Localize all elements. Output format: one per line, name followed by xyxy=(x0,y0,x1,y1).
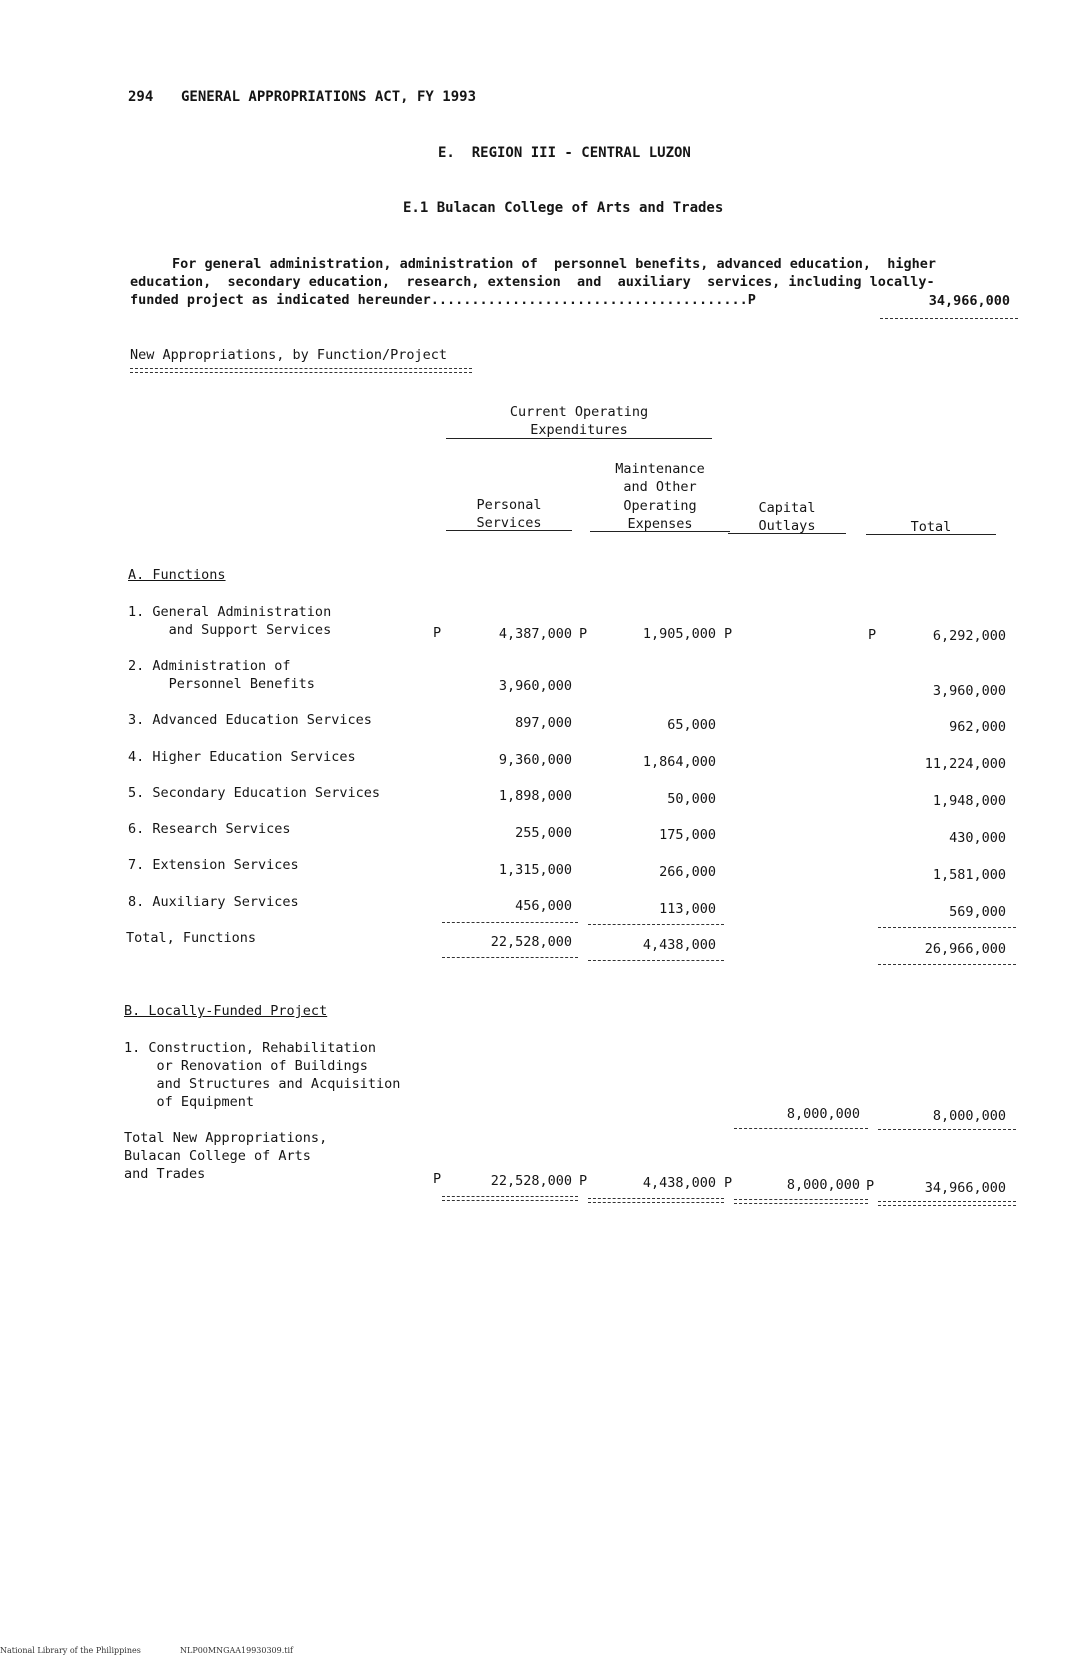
co-grand-double-rule xyxy=(734,1199,868,1204)
project-label-line-4: of Equipment xyxy=(124,1094,255,1110)
purpose-line-3: funded project as indicated hereunder.......................................P xyxy=(130,292,756,308)
purpose-amount: 34,966,000 xyxy=(928,293,1010,309)
project-co: 8,000,000 xyxy=(786,1106,860,1122)
project-total: 8,000,000 xyxy=(932,1108,1006,1124)
purpose-amount-rule xyxy=(880,318,1018,319)
grand-total-ps: 22,528,000 xyxy=(490,1173,572,1189)
purpose-line-1: For general administration, administration of personnel benefits, advanced education, higher xyxy=(172,256,937,272)
grand-total-label-line-1: Total New Appropriations, xyxy=(124,1130,328,1146)
co-header-rule xyxy=(728,533,846,534)
section-subtitle: E.1 Bulacan College of Arts and Trades xyxy=(403,200,724,216)
new-appropriations-heading: New Appropriations, by Function/Project xyxy=(130,347,447,363)
total-project-rule xyxy=(878,1129,1016,1130)
section-title: E. REGION III - CENTRAL LUZON xyxy=(438,145,691,161)
peso-sign: P xyxy=(433,1171,442,1187)
function-8-mooe: 113,000 xyxy=(659,901,716,917)
co-header-line-1: Capital xyxy=(758,500,816,516)
total-grand-double-rule xyxy=(878,1201,1016,1206)
function-1-label: 1. General Administration xyxy=(128,604,332,620)
function-1-ps: 4,387,000 xyxy=(498,626,572,642)
mooe-grand-double-rule xyxy=(588,1198,724,1203)
mooe-header-line-1: Maintenance xyxy=(615,461,705,477)
col-group-line-2: Expenditures xyxy=(530,422,628,438)
function-1-mooe: 1,905,000 xyxy=(642,626,716,642)
mooe-header-line-4: Expenses xyxy=(627,516,693,532)
function-4-mooe: 1,864,000 xyxy=(642,754,716,770)
act-title: GENERAL APPROPRIATIONS ACT, FY 1993 xyxy=(181,89,477,105)
grand-total-label-line-2: Bulacan College of Arts xyxy=(124,1148,311,1164)
function-6-label: 6. Research Services xyxy=(128,821,291,837)
function-3-mooe: 65,000 xyxy=(667,717,716,733)
ps-header-line-1: Personal xyxy=(476,497,542,513)
function-7-mooe: 266,000 xyxy=(659,864,716,880)
function-7-total: 1,581,000 xyxy=(932,867,1006,883)
project-label-line-2: or Renovation of Buildings xyxy=(124,1058,368,1074)
total-functions-ps: 22,528,000 xyxy=(490,934,572,950)
project-label-line-1: 1. Construction, Rehabilitation xyxy=(124,1040,376,1056)
total-functions-total: 26,966,000 xyxy=(924,941,1006,957)
function-2-label-cont: Personnel Benefits xyxy=(128,676,315,692)
mooe-total-rule xyxy=(588,960,724,961)
function-4-label: 4. Higher Education Services xyxy=(128,749,356,765)
function-8-total: 569,000 xyxy=(949,904,1006,920)
total-header: Total xyxy=(910,519,952,535)
col-group-rule xyxy=(446,438,712,439)
peso-sign: P xyxy=(868,627,877,643)
total-subtotal-rule xyxy=(878,927,1016,928)
function-4-total: 11,224,000 xyxy=(924,756,1006,772)
function-5-label: 5. Secondary Education Services xyxy=(128,785,380,801)
function-3-total: 962,000 xyxy=(949,719,1006,735)
total-functions-mooe: 4,438,000 xyxy=(642,937,716,953)
function-2-ps: 3,960,000 xyxy=(498,678,572,694)
peso-sign: P xyxy=(724,1175,733,1191)
page-number: 294 xyxy=(128,89,154,105)
peso-sign: P xyxy=(866,1178,875,1194)
ps-header-rule xyxy=(446,530,572,531)
total-total-rule xyxy=(878,964,1016,965)
function-4-ps: 9,360,000 xyxy=(498,752,572,768)
function-5-mooe: 50,000 xyxy=(667,791,716,807)
new-appropriations-double-rule xyxy=(130,368,472,373)
function-2-total: 3,960,000 xyxy=(932,683,1006,699)
mooe-header-line-3: Operating xyxy=(623,498,697,514)
grand-total-total: 34,966,000 xyxy=(924,1180,1006,1196)
function-7-ps: 1,315,000 xyxy=(498,862,572,878)
function-6-ps: 255,000 xyxy=(515,825,572,841)
function-7-label: 7. Extension Services xyxy=(128,857,299,873)
function-5-total: 1,948,000 xyxy=(932,793,1006,809)
function-3-ps: 897,000 xyxy=(515,715,572,731)
footer-library: National Library of the Philippines xyxy=(0,1646,141,1655)
function-6-mooe: 175,000 xyxy=(659,827,716,843)
ps-grand-double-rule xyxy=(442,1196,578,1201)
col-group-line-1: Current Operating xyxy=(509,404,649,420)
function-1-label-cont: and Support Services xyxy=(128,622,332,638)
purpose-line-2: education, secondary education, research, extension and auxiliary services, including locally- xyxy=(130,274,935,290)
grand-total-mooe: 4,438,000 xyxy=(642,1175,716,1191)
project-heading: B. Locally-Funded Project xyxy=(124,1003,328,1019)
mooe-subtotal-rule xyxy=(588,924,724,925)
mooe-header-line-2: and Other xyxy=(623,479,697,495)
functions-heading: A. Functions xyxy=(128,567,226,583)
mooe-header-rule xyxy=(590,531,730,532)
total-header-rule xyxy=(866,534,996,535)
co-header-line-2: Outlays xyxy=(758,518,816,534)
function-6-total: 430,000 xyxy=(949,830,1006,846)
footer-file-id: NLP00MNGAA19930309.tif xyxy=(180,1646,294,1655)
total-functions-label: Total, Functions xyxy=(126,930,257,946)
co-project-rule xyxy=(734,1128,868,1129)
peso-sign: P xyxy=(579,626,588,642)
function-1-total: 6,292,000 xyxy=(932,628,1006,644)
grand-total-co: 8,000,000 xyxy=(786,1177,860,1193)
peso-sign: P xyxy=(579,1173,588,1189)
function-2-label: 2. Administration of xyxy=(128,658,291,674)
peso-sign: P xyxy=(724,626,733,642)
function-5-ps: 1,898,000 xyxy=(498,788,572,804)
function-8-label: 8. Auxiliary Services xyxy=(128,894,299,910)
function-3-label: 3. Advanced Education Services xyxy=(128,712,372,728)
ps-subtotal-rule xyxy=(442,922,578,923)
project-label-line-3: and Structures and Acquisition xyxy=(124,1076,401,1092)
ps-total-rule xyxy=(442,957,578,958)
ps-header-line-2: Services xyxy=(476,515,542,531)
peso-sign: P xyxy=(433,625,442,641)
function-8-ps: 456,000 xyxy=(515,898,572,914)
grand-total-label-line-3: and Trades xyxy=(124,1166,206,1182)
